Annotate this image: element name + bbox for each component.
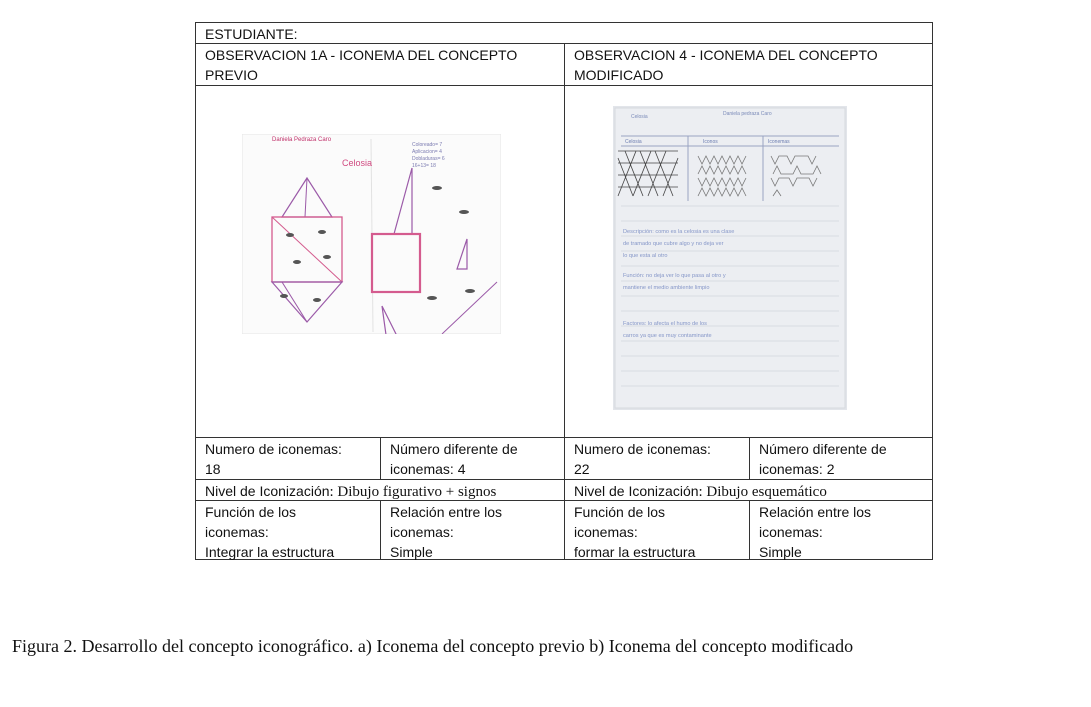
sheet-header: Celosia xyxy=(631,114,648,120)
right-count-cell xyxy=(565,438,749,479)
sheet-column-label: Celosia xyxy=(625,139,642,145)
left-relation-cell xyxy=(381,501,564,559)
right-different-cell xyxy=(750,438,932,479)
drawing-title: Celosia xyxy=(342,158,373,168)
different-count-value: iconemas: 4 xyxy=(390,461,466,477)
level-label: Nivel de Iconización xyxy=(574,483,699,499)
sheet-text-line: Función: no deja ver lo que pasa al otro y xyxy=(623,273,726,279)
relation-line: Simple xyxy=(390,544,433,560)
left-header xyxy=(196,44,564,85)
function-line: Función de los xyxy=(574,504,666,520)
drawing-note: Aplicacion= 4 xyxy=(412,149,442,155)
function-line: Integrar la estructura xyxy=(205,544,335,560)
drawing-note: 16+13= 18 xyxy=(412,163,436,169)
left-level-cell xyxy=(196,480,564,500)
left-function-cell xyxy=(196,501,380,559)
icon-count-label: Numero de iconemas: xyxy=(205,441,342,457)
different-count-label: Número diferente de xyxy=(759,441,887,457)
function-line: iconemas: xyxy=(205,524,269,540)
level-value: : Dibujo esquemático xyxy=(698,484,827,500)
icon-count-label: Numero de iconemas: xyxy=(574,441,711,457)
observation-table xyxy=(195,22,933,560)
function-line: Función de los xyxy=(205,504,297,520)
sheet-text-line: carros ya que es muy contaminante xyxy=(623,333,712,339)
sheet-text-line: de tramado que cubre algo y no deja ver xyxy=(623,241,724,247)
drawing-note: Coloreado= 7 xyxy=(412,142,443,148)
left-count-cell xyxy=(196,438,380,479)
icon-count-value: 22 xyxy=(574,461,590,477)
level-value: : Dibujo figurativo + signos xyxy=(329,484,497,500)
previous-concept-drawing xyxy=(242,134,501,334)
sheet-column-label: Iconemas xyxy=(768,139,790,145)
function-line: iconemas: xyxy=(574,524,638,540)
right-header-line: MODIFICADO xyxy=(574,67,664,83)
icon-count-value: 18 xyxy=(205,461,221,477)
sheet-header: Daniela pedraza Caro xyxy=(723,111,772,117)
sheet-text-line: Descripción: como es la celosia es una clase xyxy=(623,229,735,235)
level-label: Nivel de Iconización xyxy=(205,483,330,499)
sheet-text-line: lo que esta al otro xyxy=(623,253,668,259)
sheet-text-line: Factores: lo afecta el humo de los xyxy=(623,321,707,327)
right-relation-cell xyxy=(750,501,932,559)
different-count-label: Número diferente de xyxy=(390,441,518,457)
sheet-text-line: mantiene el medio ambiente limpio xyxy=(623,285,710,291)
relation-line: Relación entre los xyxy=(390,504,503,520)
right-header-line: OBSERVACION 4 - ICONEMA DEL CONCEPTO xyxy=(574,47,878,63)
right-header xyxy=(565,44,932,85)
relation-line: Simple xyxy=(759,544,802,560)
drawing-author: Daniela Pedraza Caro xyxy=(272,137,332,143)
right-function-cell xyxy=(565,501,749,559)
student-label: ESTUDIANTE: xyxy=(205,26,298,42)
figure-caption: Figura 2. Desarrollo del concepto iconográfico. a) Iconema del concepto previo b) Iconema del concepto modificado xyxy=(12,636,854,656)
function-line: formar la estructura xyxy=(574,544,696,560)
right-level-cell xyxy=(565,480,932,500)
left-different-cell xyxy=(381,438,564,479)
sheet-column-label: Iconos xyxy=(703,139,718,145)
relation-line: Relación entre los xyxy=(759,504,872,520)
left-header-line: OBSERVACION 1A - ICONEMA DEL CONCEPTO xyxy=(205,47,518,63)
drawing-note: Dobladuras= 6 xyxy=(412,156,445,162)
left-header-line: PREVIO xyxy=(205,67,258,83)
relation-line: iconemas: xyxy=(759,524,823,540)
relation-line: iconemas: xyxy=(390,524,454,540)
different-count-value: iconemas: 2 xyxy=(759,461,835,477)
modified-concept-sheet xyxy=(613,106,847,410)
